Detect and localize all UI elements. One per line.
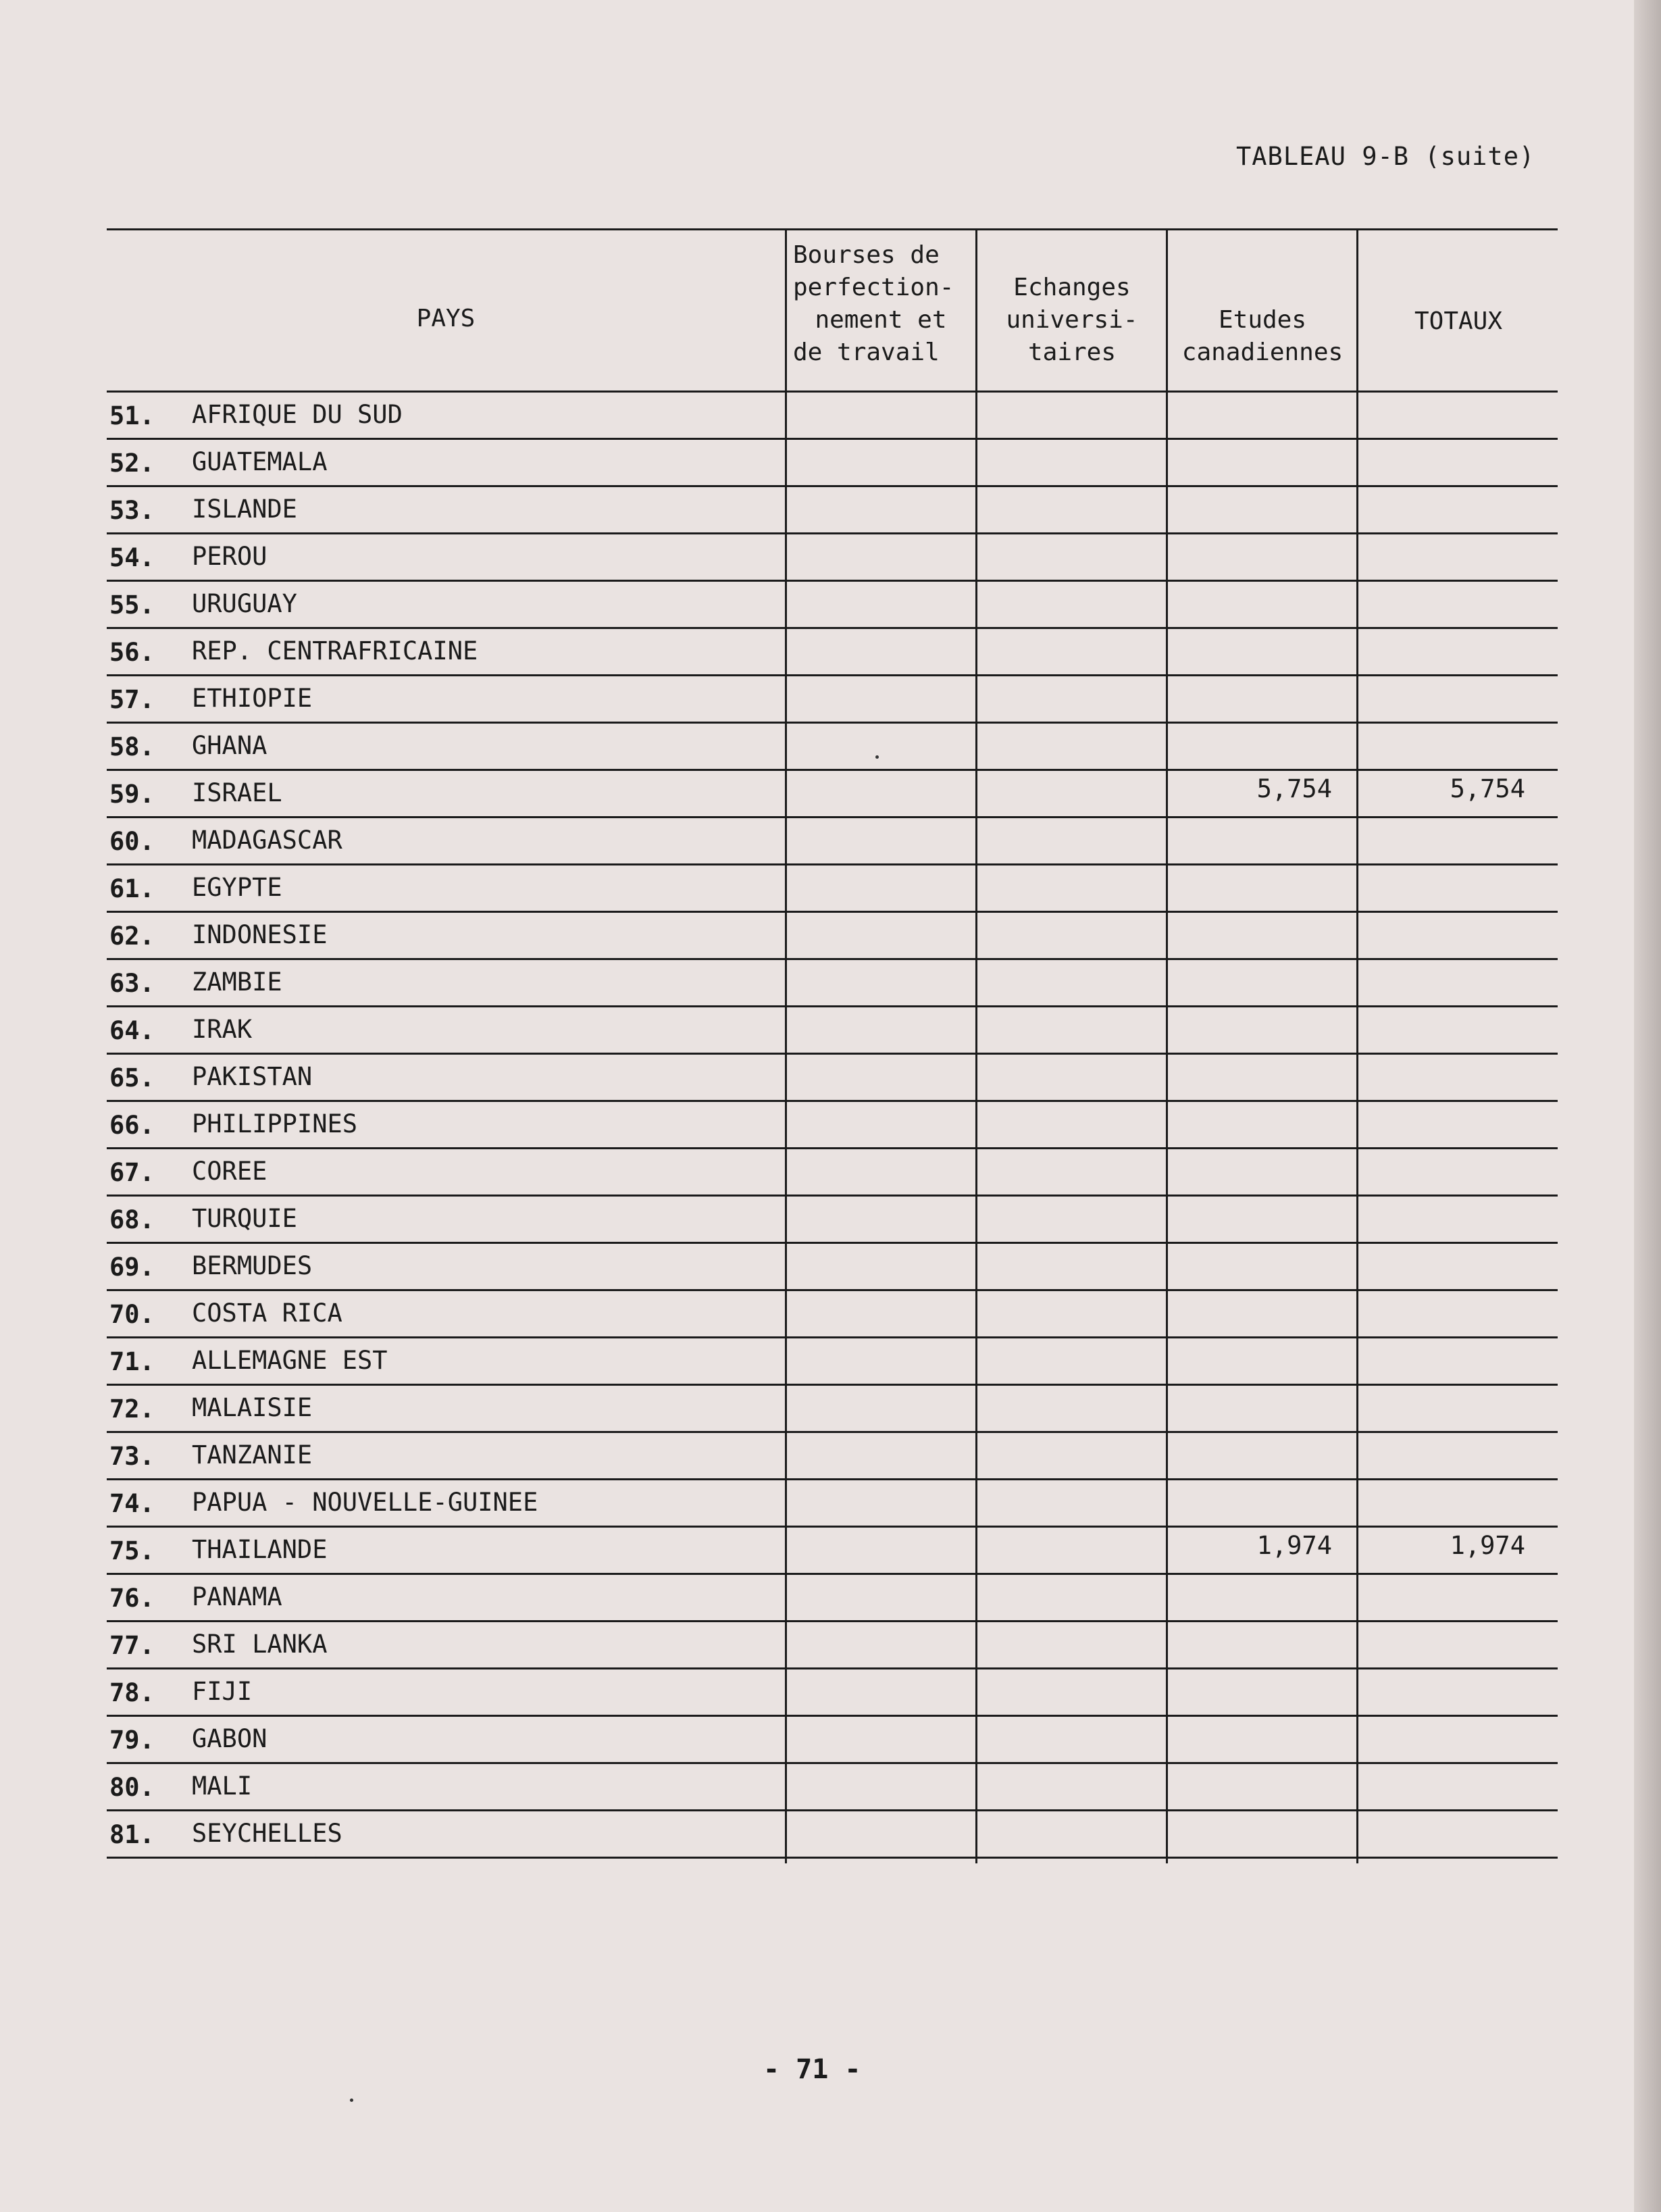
header-bourses-line-2: perfection- [793,274,954,301]
row-number: 73. [109,1442,155,1471]
row-number: 59. [109,780,155,809]
row-rule [107,438,1558,440]
row-number: 80. [109,1773,155,1802]
country-name: INDONESIE [192,920,328,949]
country-name: GABON [192,1724,267,1753]
row-number: 75. [109,1536,155,1565]
country-name: PHILIPPINES [192,1109,358,1138]
row-number: 52. [109,449,155,478]
row-rule [107,1005,1558,1007]
etudes-value: 1,974 [1256,1531,1332,1560]
row-rule [107,485,1558,487]
row-rule [107,1526,1558,1528]
row-number: 62. [109,922,155,951]
row-number: 57. [109,685,155,714]
paper-speck [875,755,879,759]
row-rule [107,1573,1558,1575]
header-bourses [788,239,969,369]
header-etudes-line-2: canadiennes [1181,338,1344,366]
row-rule [107,1242,1558,1244]
country-name: MALI [192,1771,253,1801]
country-name: ISLANDE [192,495,297,524]
page-number: - 71 - [763,2054,861,2085]
table-top-rule [107,228,1558,230]
country-name: AFRIQUE DU SUD [192,400,403,429]
row-number: 67. [109,1158,155,1187]
row-number: 71. [109,1347,155,1376]
row-number: 76. [109,1584,155,1613]
country-name: COSTA RICA [192,1299,342,1328]
table-title: TABLEAU 9-B (suite) [1236,142,1535,171]
row-rule [107,1289,1558,1291]
row-rule [107,674,1558,676]
header-etudes [1169,304,1356,369]
row-number: 65. [109,1063,155,1092]
row-rule [107,580,1558,582]
column-separator [1356,228,1358,1863]
country-name: TANZANIE [192,1440,313,1469]
row-number: 56. [109,638,155,667]
country-name: URUGUAY [192,589,297,618]
header-echanges-line-1: Echanges [1013,274,1131,301]
row-rule [107,769,1558,771]
header-pays: PAYS [416,305,476,332]
header-bottom-rule [107,391,1558,393]
country-name: SRI LANKA [192,1630,328,1659]
row-number: 51. [109,401,155,430]
row-rule [107,1857,1558,1859]
header-bourses-line-1: Bourses de [793,241,940,269]
country-name: THAILANDE [192,1535,328,1564]
row-number: 70. [109,1300,155,1329]
country-name: PAPUA - NOUVELLE-GUINEE [192,1488,538,1517]
header-bourses-line-4: de travail [793,338,940,366]
row-rule [107,1762,1558,1764]
row-number: 74. [109,1489,155,1518]
row-rule [107,1809,1558,1811]
header-echanges [978,272,1166,369]
header-echanges-line-2: universi- [1006,306,1138,334]
country-name: ZAMBIE [192,967,282,997]
row-number: 63. [109,969,155,998]
row-number: 61. [109,874,155,903]
row-number: 55. [109,590,155,620]
column-separator [975,228,977,1863]
totaux-value: 1,974 [1450,1531,1525,1560]
totaux-value: 5,754 [1450,774,1525,803]
row-number: 78. [109,1678,155,1707]
country-name: ALLEMAGNE EST [192,1346,388,1375]
row-rule [107,1053,1558,1055]
row-number: 58. [109,732,155,761]
row-rule [107,722,1558,724]
row-rule [107,1620,1558,1622]
row-rule [107,1384,1558,1386]
row-number: 64. [109,1016,155,1045]
header-echanges-line-3: taires [1027,338,1117,366]
country-name: GUATEMALA [192,447,328,476]
country-name: IRAK [192,1015,253,1044]
country-name: ETHIOPIE [192,684,313,713]
etudes-value: 5,754 [1256,774,1332,803]
row-rule [107,1147,1558,1149]
paper-speck [350,2098,353,2102]
country-name: FIJI [192,1677,253,1706]
country-name: ISRAEL [192,778,282,807]
header-totaux: TOTAUX [1414,307,1503,335]
country-name: EGYPTE [192,873,282,902]
row-rule [107,532,1558,534]
row-number: 72. [109,1394,155,1424]
row-rule [107,1100,1558,1102]
row-rule [107,1478,1558,1480]
row-number: 60. [109,827,155,856]
row-number: 54. [109,543,155,572]
row-rule [107,1667,1558,1669]
row-rule [107,627,1558,629]
country-name: REP. CENTRAFRICAINE [192,636,478,665]
row-rule [107,1336,1558,1338]
country-name: PANAMA [192,1582,282,1611]
row-rule [107,958,1558,960]
row-number: 79. [109,1726,155,1755]
row-number: 68. [109,1205,155,1234]
column-separator [785,228,787,1863]
row-rule [107,863,1558,865]
row-rule [107,1431,1558,1433]
country-name: TURQUIE [192,1204,297,1233]
column-separator [1166,228,1168,1863]
row-number: 77. [109,1631,155,1660]
header-bourses-line-3: nement et [815,306,947,334]
row-rule [107,911,1558,913]
country-name: COREE [192,1157,267,1186]
row-number: 66. [109,1111,155,1140]
country-name: SEYCHELLES [192,1819,342,1848]
row-number: 53. [109,496,155,525]
country-name: PEROU [192,542,267,571]
row-number: 69. [109,1253,155,1282]
row-number: 81. [109,1820,155,1849]
country-name: MALAISIE [192,1393,313,1422]
country-name: BERMUDES [192,1251,313,1280]
country-name: PAKISTAN [192,1062,313,1091]
row-rule [107,816,1558,818]
header-etudes-line-1: Etudes [1218,306,1307,334]
row-rule [107,1715,1558,1717]
country-name: MADAGASCAR [192,826,342,855]
country-name: GHANA [192,731,267,760]
row-rule [107,1195,1558,1197]
